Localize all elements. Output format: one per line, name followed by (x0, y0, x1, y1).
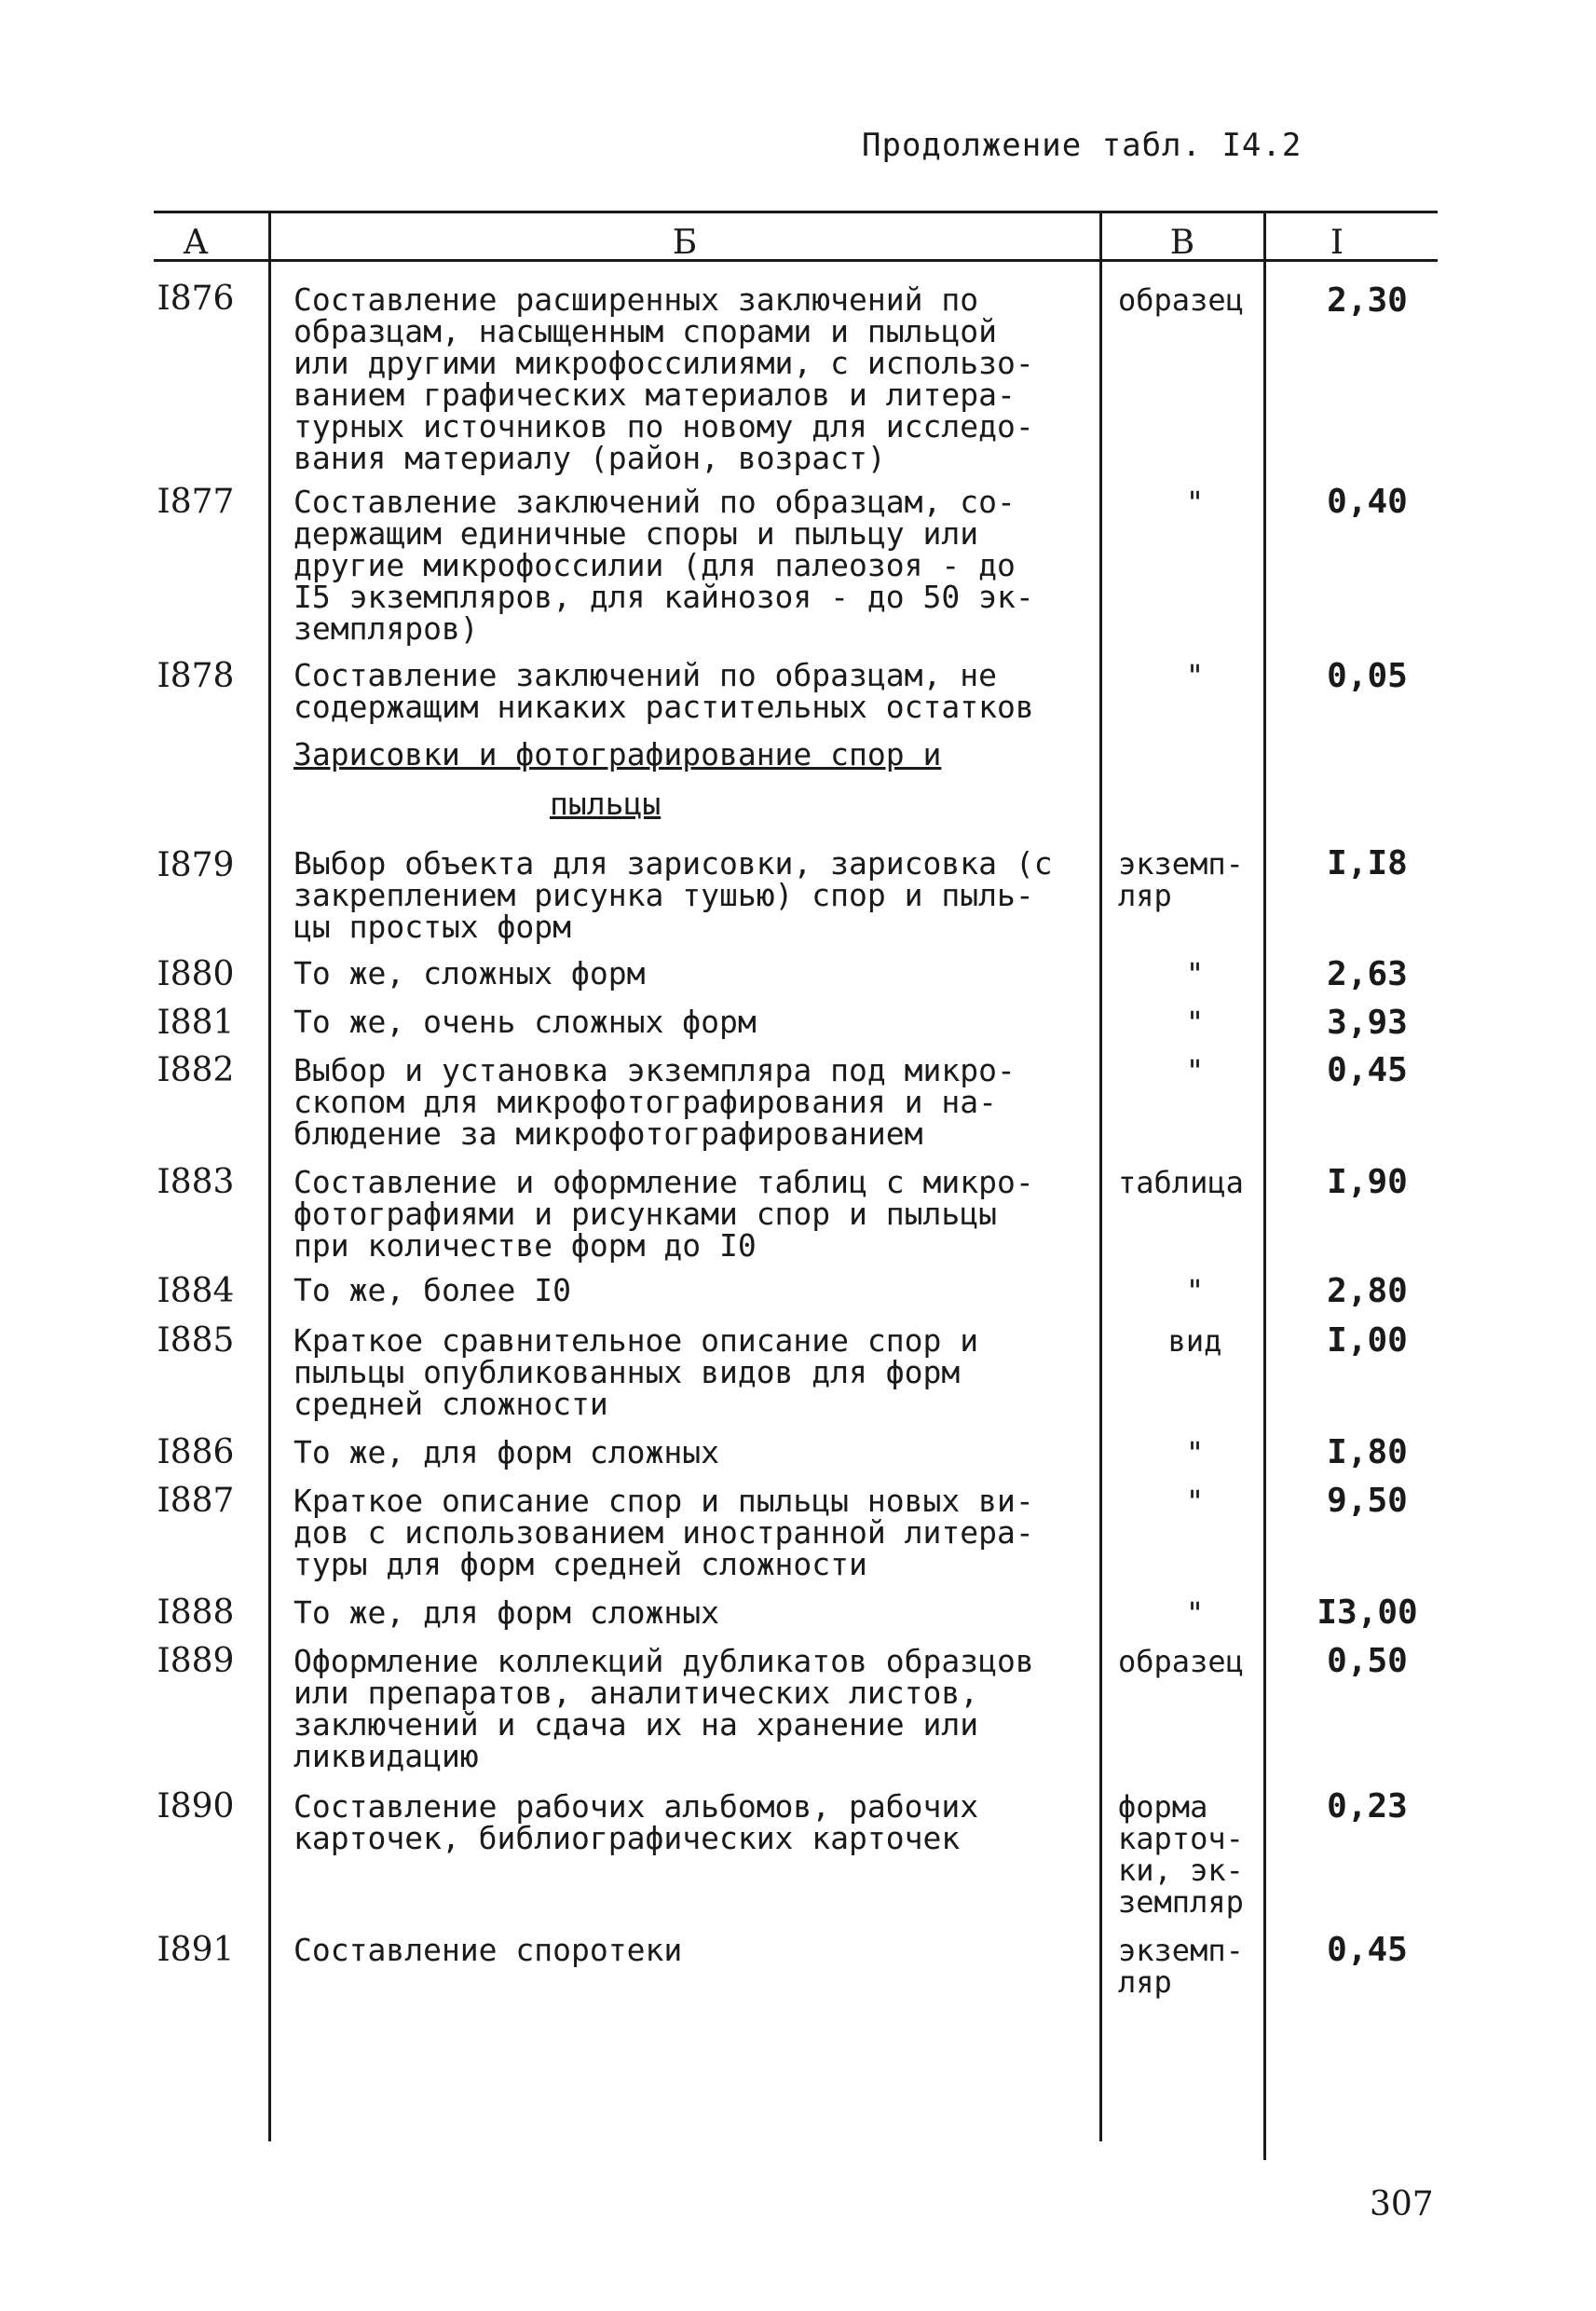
row-unit: образец (1118, 1644, 1244, 1679)
row-number: I880 (157, 955, 235, 993)
row-value: 2,80 (1327, 1272, 1408, 1310)
row-description: Составление споротеки (293, 1932, 683, 1968)
row-description: То же, для форм сложных (293, 1434, 719, 1470)
row-description: Краткое сравнительное описание спор и пыльцы опубликованных видов для форм средней сложности (293, 1322, 979, 1422)
row-number: I879 (157, 846, 235, 884)
row-number: I889 (157, 1642, 235, 1680)
row-number: I884 (157, 1272, 235, 1310)
row-description: Выбор объекта для зарисовки, зарисовка (с закреплением рисунка тушью) спор и пыль- цы простых форм (293, 845, 1053, 945)
row-unit: " (1185, 485, 1205, 520)
row-description: Оформление коллекций дубликатов образцов или препаратов, аналитических листов, заключений и сдача их на хранение или ликвидацию (293, 1643, 1034, 1774)
row-value: I3,00 (1316, 1593, 1418, 1632)
row-value: I,I8 (1327, 844, 1408, 882)
row-value: I,80 (1327, 1433, 1408, 1471)
table-top-rule (154, 211, 1438, 213)
row-value: 0,45 (1327, 1051, 1408, 1089)
header-col-a: А (183, 224, 209, 262)
row-description: То же, для форм сложных (293, 1594, 719, 1631)
row-unit: вид (1167, 1323, 1222, 1359)
row-value: 0,40 (1327, 483, 1408, 521)
section-heading-continued: пыльцы (550, 786, 662, 822)
row-unit: " (1185, 1053, 1205, 1088)
row-number: I878 (157, 657, 235, 695)
row-description: Выбор и установка экземпляра под микро- скопом для микрофотографирования и на- блюдение за микрофотографированием (293, 1052, 1016, 1152)
row-value: 3,93 (1327, 1004, 1408, 1042)
row-unit: " (1185, 956, 1205, 991)
page-number: 307 (1370, 2185, 1434, 2223)
row-unit: экземп- ляр (1118, 846, 1244, 913)
header-col-b: Б (672, 224, 698, 262)
row-unit: экземп- ляр (1118, 1933, 1244, 2000)
row-description: Составление и оформление таблиц с микро- фотографиями и рисунками спор и пыльцы при количестве форм до I0 (293, 1164, 1034, 1264)
header-col-d: I (1330, 224, 1344, 262)
row-unit: форма карточ- ки, эк- земпляр (1118, 1789, 1244, 1920)
row-value: 0,23 (1327, 1787, 1408, 1826)
row-unit: " (1185, 1435, 1205, 1470)
row-unit: " (1185, 1595, 1205, 1631)
row-number: I876 (157, 280, 235, 318)
row-description: То же, более I0 (293, 1272, 572, 1308)
row-description: Краткое описание спор и пыльцы новых ви- дов с использованием иностранной литера- туры для форм средней сложности (293, 1483, 1034, 1582)
row-value: 2,63 (1327, 955, 1408, 993)
row-unit: таблица (1118, 1165, 1244, 1200)
row-unit: " (1185, 658, 1205, 693)
row-number: I883 (157, 1163, 235, 1201)
row-number: I891 (157, 1931, 235, 1969)
row-value: 2,30 (1327, 281, 1408, 320)
row-number: I882 (157, 1051, 235, 1089)
row-number: I886 (157, 1433, 235, 1471)
row-unit: " (1185, 1005, 1205, 1040)
row-number: I887 (157, 1482, 235, 1520)
row-unit: " (1185, 1273, 1205, 1308)
header-col-c: В (1169, 224, 1195, 262)
row-value: 0,05 (1327, 657, 1408, 695)
row-value: I,90 (1327, 1163, 1408, 1201)
section-heading: Зарисовки и фотографирование спор и (293, 736, 942, 773)
row-value: I,00 (1327, 1321, 1408, 1360)
row-number: I890 (157, 1787, 235, 1826)
row-value: 0,45 (1327, 1931, 1408, 1969)
row-number: I885 (157, 1321, 235, 1360)
row-value: 0,50 (1327, 1642, 1408, 1680)
row-number: I877 (157, 483, 235, 521)
row-unit: образец (1118, 282, 1244, 318)
row-number: I881 (157, 1004, 235, 1042)
column-divider-1 (268, 212, 271, 2141)
row-description: Составление расширенных заключений по образцам, насыщенным спорами и пыльцой или другими микрофоссилиями, с использо- ванием графических материалов и литера- турных источников по новому для исследо- вания материалу (район, возраст) (293, 281, 1034, 476)
row-description: То же, сложных форм (293, 955, 646, 991)
row-value: 9,50 (1327, 1482, 1408, 1520)
column-divider-2 (1099, 212, 1102, 2141)
row-description: Составление заключений по образцам, не содержащим никаких растительных остатков (293, 657, 1034, 725)
row-description: Составление рабочих альбомов, рабочих карточек, библиографических карточек (293, 1788, 979, 1856)
row-unit: " (1185, 1484, 1205, 1519)
row-description: То же, очень сложных форм (293, 1004, 757, 1040)
row-description: Составление заключений по образцам, со- держащим единичные споры и пыльцу или другие микрофоссилии (для палеозоя - до I5 экземпляров, для кайнозоя - до 50 эк- земпляров) (293, 484, 1034, 647)
table-caption: Продолжение табл. I4.2 (862, 127, 1303, 164)
row-number: I888 (157, 1593, 235, 1632)
